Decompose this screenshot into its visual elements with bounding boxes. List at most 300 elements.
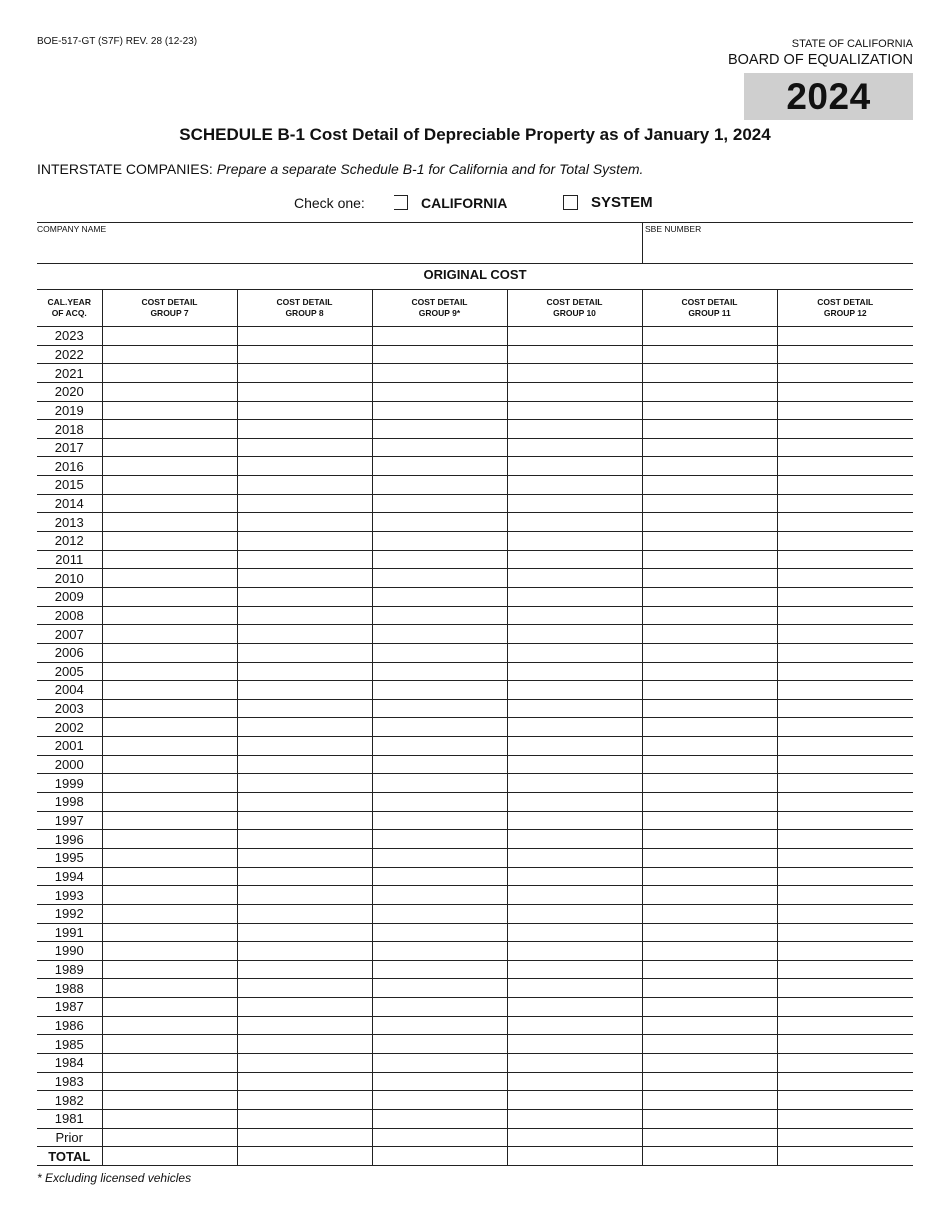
cost-input-cell[interactable] [102,457,237,476]
cost-input-cell[interactable] [507,718,642,737]
cost-input-cell[interactable] [507,662,642,681]
cost-input-cell[interactable] [777,587,913,606]
table-row [37,438,913,457]
cost-input-cell[interactable] [777,848,913,867]
cost-input-cell[interactable] [507,1035,642,1054]
cost-input-cell[interactable] [102,569,237,588]
cost-input-cell[interactable] [642,364,777,383]
cost-input-cell[interactable] [237,1091,372,1110]
cost-input-cell[interactable] [372,942,507,961]
cost-input-cell[interactable] [507,494,642,513]
cost-input-cell[interactable] [642,382,777,401]
cost-input-cell[interactable] [777,1091,913,1110]
cost-input-cell[interactable] [777,606,913,625]
cost-input-cell[interactable] [777,998,913,1017]
cost-input-cell[interactable] [777,755,913,774]
cost-input-cell[interactable] [102,364,237,383]
cost-input-cell[interactable] [777,550,913,569]
cost-input-cell[interactable] [102,830,237,849]
cost-input-cell[interactable] [642,718,777,737]
cost-input-cell[interactable] [642,699,777,718]
column-header-line: COST DETAIL [681,297,738,307]
cost-input-cell[interactable] [777,699,913,718]
cost-input-cell[interactable] [372,979,507,998]
cost-input-cell[interactable] [642,1147,777,1166]
cost-input-cell[interactable] [777,494,913,513]
cost-input-cell[interactable] [372,401,507,420]
cost-input-cell[interactable] [777,960,913,979]
cost-input-cell[interactable] [507,513,642,532]
cost-input-cell[interactable] [507,681,642,700]
cost-input-cell[interactable] [507,774,642,793]
cost-input-cell[interactable] [102,643,237,662]
cost-input-cell[interactable] [642,811,777,830]
cost-input-cell[interactable] [507,793,642,812]
cost-input-cell[interactable] [777,681,913,700]
cost-input-cell[interactable] [642,606,777,625]
cost-input-cell[interactable] [237,830,372,849]
cost-input-cell[interactable] [237,532,372,551]
cost-input-cell[interactable] [237,1072,372,1091]
cost-input-cell[interactable] [237,923,372,942]
cost-input-cell[interactable] [777,1147,913,1166]
cost-input-cell[interactable] [102,904,237,923]
cost-input-cell[interactable] [102,755,237,774]
system-option-label: SYSTEM [591,194,653,211]
cost-input-cell[interactable] [237,1035,372,1054]
cost-input-cell[interactable] [642,587,777,606]
cost-input-cell[interactable] [507,364,642,383]
cost-input-cell[interactable] [102,476,237,495]
cost-input-cell[interactable] [372,1072,507,1091]
cost-input-cell[interactable] [777,867,913,886]
cost-input-cell[interactable] [237,569,372,588]
cost-input-cell[interactable] [642,513,777,532]
cost-input-cell[interactable] [642,532,777,551]
cost-input-cell[interactable] [237,793,372,812]
cost-input-cell[interactable] [237,867,372,886]
cost-input-cell[interactable] [777,904,913,923]
year-cell: 2008 [37,606,102,625]
cost-input-cell[interactable] [102,681,237,700]
cost-input-cell[interactable] [642,1016,777,1035]
cost-input-cell[interactable] [777,737,913,756]
page-title: SCHEDULE B-1 Cost Detail of Depreciable Property as of January 1, 2024 [179,125,771,144]
cost-input-cell[interactable] [237,513,372,532]
cost-input-cell[interactable] [102,960,237,979]
cost-input-cell[interactable] [642,793,777,812]
cost-input-cell[interactable] [102,401,237,420]
cost-input-cell[interactable] [372,327,507,346]
cost-input-cell[interactable] [237,1016,372,1035]
cost-input-cell[interactable] [237,681,372,700]
cost-input-cell[interactable] [372,569,507,588]
cost-input-cell[interactable] [372,550,507,569]
cost-input-cell[interactable] [102,513,237,532]
cost-input-cell[interactable] [237,737,372,756]
cost-input-cell[interactable] [237,942,372,961]
cost-input-cell[interactable] [777,457,913,476]
cost-input-cell[interactable] [507,625,642,644]
cost-input-cell[interactable] [777,476,913,495]
cost-input-cell[interactable] [372,606,507,625]
cost-input-cell[interactable] [102,998,237,1017]
cost-input-cell[interactable] [507,737,642,756]
cost-input-cell[interactable] [642,755,777,774]
cost-input-cell[interactable] [777,401,913,420]
cost-input-cell[interactable] [102,1147,237,1166]
cost-input-cell[interactable] [237,438,372,457]
cost-input-cell[interactable] [642,438,777,457]
cost-input-cell[interactable] [102,979,237,998]
cost-input-cell[interactable] [372,681,507,700]
cost-input-cell[interactable] [237,1109,372,1128]
cost-input-cell[interactable] [507,848,642,867]
board-label: BOARD OF EQUALIZATION [727,52,913,68]
cost-input-cell[interactable] [102,699,237,718]
cost-input-cell[interactable] [507,327,642,346]
cost-input-cell[interactable] [237,401,372,420]
cost-input-cell[interactable] [372,494,507,513]
cost-input-cell[interactable] [237,494,372,513]
cost-input-cell[interactable] [507,438,642,457]
cost-input-cell[interactable] [642,979,777,998]
cost-input-cell[interactable] [642,420,777,439]
cost-input-cell[interactable] [777,1016,913,1035]
cost-input-cell[interactable] [507,886,642,905]
cost-input-cell[interactable] [642,345,777,364]
year-cell: 2018 [37,420,102,439]
cost-input-cell[interactable] [102,1035,237,1054]
cost-input-cell[interactable] [642,737,777,756]
cost-input-cell[interactable] [642,643,777,662]
cost-input-cell[interactable] [372,625,507,644]
cost-input-cell[interactable] [642,1128,777,1147]
cost-input-cell[interactable] [507,345,642,364]
cost-input-cell[interactable] [642,494,777,513]
cost-input-cell[interactable] [102,345,237,364]
cost-input-cell[interactable] [102,886,237,905]
cost-input-cell[interactable] [372,382,507,401]
cost-input-cell[interactable] [102,494,237,513]
cost-input-cell[interactable] [642,1109,777,1128]
cost-input-cell[interactable] [777,1072,913,1091]
cost-input-cell[interactable] [237,718,372,737]
cost-input-cell[interactable] [777,364,913,383]
cost-input-cell[interactable] [642,848,777,867]
cost-input-cell[interactable] [507,569,642,588]
cost-input-cell[interactable] [102,1109,237,1128]
cost-input-cell[interactable] [777,382,913,401]
cost-input-cell[interactable] [507,1109,642,1128]
cost-input-cell[interactable] [237,998,372,1017]
cost-input-cell[interactable] [372,513,507,532]
cost-input-cell[interactable] [102,923,237,942]
cost-input-cell[interactable] [372,755,507,774]
cost-input-cell[interactable] [642,662,777,681]
cost-input-cell[interactable] [777,1053,913,1072]
cost-input-cell[interactable] [372,1091,507,1110]
table-row [37,886,913,905]
cost-input-cell[interactable] [507,755,642,774]
cost-input-cell[interactable] [642,960,777,979]
cost-input-cell[interactable] [642,886,777,905]
cost-input-cell[interactable] [507,476,642,495]
cost-input-cell[interactable] [237,550,372,569]
cost-input-cell[interactable] [777,438,913,457]
cost-input-cell[interactable] [642,867,777,886]
column-header-line: GROUP 9* [418,308,461,318]
cost-input-cell[interactable] [642,327,777,346]
cost-input-cell[interactable] [642,942,777,961]
cost-input-cell[interactable] [102,1016,237,1035]
cost-input-cell[interactable] [237,345,372,364]
cost-input-cell[interactable] [642,1035,777,1054]
cost-input-cell[interactable] [642,569,777,588]
cost-input-cell[interactable] [507,1147,642,1166]
table-row [37,923,913,942]
cost-input-cell[interactable] [777,774,913,793]
cost-input-cell[interactable] [372,923,507,942]
table-row [37,793,913,812]
cost-input-cell[interactable] [237,755,372,774]
cost-input-cell[interactable] [102,327,237,346]
cost-input-cell[interactable] [777,718,913,737]
cost-input-cell[interactable] [777,811,913,830]
cost-input-cell[interactable] [237,587,372,606]
cost-input-cell[interactable] [372,1035,507,1054]
cost-input-cell[interactable] [237,886,372,905]
cost-input-cell[interactable] [237,364,372,383]
cost-input-cell[interactable] [372,1109,507,1128]
cost-input-cell[interactable] [507,942,642,961]
year-cell: 1989 [37,960,102,979]
cost-input-cell[interactable] [102,774,237,793]
cost-input-cell[interactable] [372,1016,507,1035]
cost-input-cell[interactable] [372,811,507,830]
cost-input-cell[interactable] [507,401,642,420]
cost-input-cell[interactable] [507,923,642,942]
cost-input-cell[interactable] [777,327,913,346]
cost-input-cell[interactable] [102,625,237,644]
cost-input-cell[interactable] [237,1053,372,1072]
cost-input-cell[interactable] [777,1109,913,1128]
company-name-field[interactable] [37,236,637,262]
cost-input-cell[interactable] [642,1091,777,1110]
cost-input-cell[interactable] [237,327,372,346]
cost-input-cell[interactable] [507,587,642,606]
year-cell: 2006 [37,643,102,662]
cost-input-cell[interactable] [642,681,777,700]
cost-input-cell[interactable] [777,942,913,961]
cost-input-cell[interactable] [777,830,913,849]
cost-input-cell[interactable] [507,960,642,979]
cost-input-cell[interactable] [102,1091,237,1110]
cost-input-cell[interactable] [777,625,913,644]
sbe-number-field[interactable] [645,236,910,262]
cost-input-cell[interactable] [102,867,237,886]
cost-input-cell[interactable] [642,923,777,942]
cost-input-cell[interactable] [237,662,372,681]
cost-input-cell[interactable] [372,830,507,849]
year-cell: 1985 [37,1035,102,1054]
cost-input-cell[interactable] [102,1053,237,1072]
table-row [37,494,913,513]
cost-input-cell[interactable] [372,420,507,439]
cost-input-cell[interactable] [372,960,507,979]
cost-input-cell[interactable] [507,998,642,1017]
year-cell: 1988 [37,979,102,998]
cost-input-cell[interactable] [507,606,642,625]
cost-input-cell[interactable] [777,643,913,662]
cost-input-cell[interactable] [102,737,237,756]
cost-input-cell[interactable] [372,774,507,793]
cost-input-cell[interactable] [372,1147,507,1166]
table-row [37,606,913,625]
cost-input-cell[interactable] [102,606,237,625]
cost-input-cell[interactable] [237,457,372,476]
cost-input-cell[interactable] [777,569,913,588]
cost-input-cell[interactable] [102,382,237,401]
cost-input-cell[interactable] [372,998,507,1017]
cost-input-cell[interactable] [237,979,372,998]
cost-input-cell[interactable] [372,364,507,383]
cost-input-cell[interactable] [237,811,372,830]
table-body [37,327,913,1166]
cost-input-cell[interactable] [102,793,237,812]
cost-input-cell[interactable] [372,718,507,737]
cost-input-cell[interactable] [372,1128,507,1147]
cost-input-cell[interactable] [237,382,372,401]
cost-input-cell[interactable] [102,718,237,737]
california-checkbox[interactable] [394,195,408,210]
cost-input-cell[interactable] [237,1147,372,1166]
cost-input-cell[interactable] [642,625,777,644]
cost-input-cell[interactable] [507,699,642,718]
column-header-group [372,290,507,327]
cost-input-cell[interactable] [102,532,237,551]
cost-input-cell[interactable] [507,979,642,998]
cost-input-cell[interactable] [777,662,913,681]
year-cell: 1984 [37,1053,102,1072]
cost-input-cell[interactable] [507,1091,642,1110]
cost-input-cell[interactable] [642,998,777,1017]
cost-input-cell[interactable] [372,867,507,886]
cost-input-cell[interactable] [237,606,372,625]
cost-input-cell[interactable] [642,774,777,793]
system-checkbox[interactable] [563,195,578,210]
cost-input-cell[interactable] [372,532,507,551]
cost-input-cell[interactable] [777,793,913,812]
cost-input-cell[interactable] [102,811,237,830]
cost-input-cell[interactable] [237,774,372,793]
cost-input-cell[interactable] [777,979,913,998]
cost-input-cell[interactable] [372,848,507,867]
cost-input-cell[interactable] [507,1072,642,1091]
cost-input-cell[interactable] [507,1128,642,1147]
cost-input-cell[interactable] [507,1053,642,1072]
cost-input-cell[interactable] [642,1053,777,1072]
cost-input-cell[interactable] [372,476,507,495]
cost-input-cell[interactable] [777,1128,913,1147]
cost-input-cell[interactable] [237,476,372,495]
cost-input-cell[interactable] [507,420,642,439]
year-cell: 2013 [37,513,102,532]
cost-input-cell[interactable] [507,867,642,886]
cost-input-cell[interactable] [507,457,642,476]
cost-input-cell[interactable] [777,532,913,551]
cost-input-cell[interactable] [102,662,237,681]
cost-input-cell[interactable] [237,699,372,718]
cost-input-cell[interactable] [372,793,507,812]
cost-input-cell[interactable] [372,699,507,718]
cost-input-cell[interactable] [372,457,507,476]
cost-input-cell[interactable] [237,1128,372,1147]
cost-input-cell[interactable] [372,662,507,681]
cost-input-cell[interactable] [777,513,913,532]
cost-input-cell[interactable] [642,1072,777,1091]
cost-input-cell[interactable] [102,420,237,439]
cost-input-cell[interactable] [102,438,237,457]
cost-input-cell[interactable] [507,830,642,849]
cost-input-cell[interactable] [777,886,913,905]
cost-input-cell[interactable] [237,848,372,867]
cost-input-cell[interactable] [237,960,372,979]
column-header-line: GROUP 10 [553,308,596,318]
cost-input-cell[interactable] [372,345,507,364]
year-cell: 2019 [37,401,102,420]
cost-input-cell[interactable] [642,457,777,476]
cost-input-cell[interactable] [102,550,237,569]
cost-input-cell[interactable] [102,942,237,961]
fields-divider [642,222,643,264]
cost-input-cell[interactable] [372,438,507,457]
cost-input-cell[interactable] [642,476,777,495]
cost-input-cell[interactable] [372,587,507,606]
cost-input-cell[interactable] [642,904,777,923]
cost-input-cell[interactable] [777,923,913,942]
cost-input-cell[interactable] [507,904,642,923]
cost-input-cell[interactable] [372,1053,507,1072]
cost-input-cell[interactable] [507,811,642,830]
cost-input-cell[interactable] [507,643,642,662]
cost-input-cell[interactable] [642,401,777,420]
tax-year-badge: 2024 [744,73,913,120]
cost-input-cell[interactable] [642,830,777,849]
cost-input-cell[interactable] [507,382,642,401]
cost-input-cell[interactable] [507,1016,642,1035]
cost-input-cell[interactable] [372,643,507,662]
cost-input-cell[interactable] [102,848,237,867]
cost-input-cell[interactable] [102,1128,237,1147]
cost-input-cell[interactable] [507,532,642,551]
cost-input-cell[interactable] [102,1072,237,1091]
cost-input-cell[interactable] [642,550,777,569]
cost-input-cell[interactable] [237,625,372,644]
cost-input-cell[interactable] [102,587,237,606]
cost-input-cell[interactable] [372,886,507,905]
cost-input-cell[interactable] [237,643,372,662]
cost-input-cell[interactable] [372,737,507,756]
cost-input-cell[interactable] [777,1035,913,1054]
year-cell: 2016 [37,457,102,476]
cost-input-cell[interactable] [372,904,507,923]
cost-input-cell[interactable] [507,550,642,569]
cost-input-cell[interactable] [237,420,372,439]
cost-input-cell[interactable] [237,904,372,923]
cost-input-cell[interactable] [777,420,913,439]
cost-input-cell[interactable] [777,345,913,364]
